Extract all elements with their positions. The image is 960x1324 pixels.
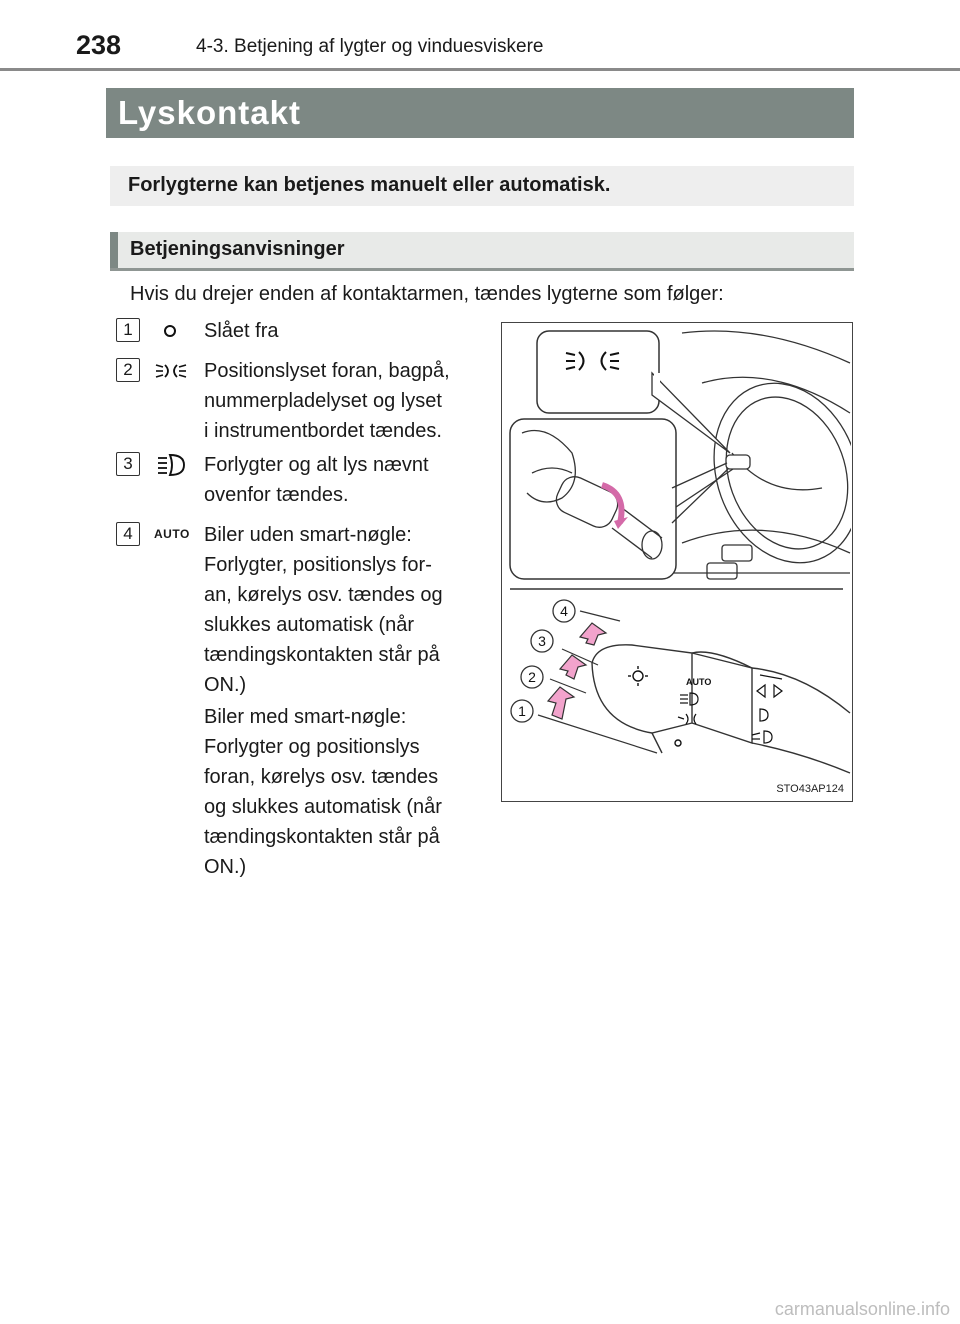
item-number-badge: 2 xyxy=(116,358,140,382)
callout-2: 2 xyxy=(528,669,536,685)
page-number: 238 xyxy=(76,30,122,60)
list-item-2 xyxy=(116,358,486,450)
subsection-bar xyxy=(110,232,854,271)
callout-3: 3 xyxy=(538,633,546,649)
light-switch-illustration xyxy=(501,322,853,802)
intro-text: Forlygterne kan betjenes manuelt eller automatisk. xyxy=(128,174,611,196)
auto-icon xyxy=(154,525,194,551)
list-item-1 xyxy=(116,318,486,350)
illustration-drawing xyxy=(502,323,851,800)
item-line: ovenfor tændes. xyxy=(204,484,349,506)
item-line: i instrumentbordet tændes. xyxy=(204,420,442,442)
item-line: Positionslyset foran, bagpå, xyxy=(204,360,450,382)
item-text xyxy=(204,702,482,882)
item-line: Forlygter og positionslys xyxy=(204,736,420,758)
item-line: ON.) xyxy=(204,856,247,878)
subsection-accent xyxy=(110,232,118,268)
item-number-badge: 4 xyxy=(116,522,140,546)
section-title-bar xyxy=(106,88,854,138)
watermark: carmanualsonline.info xyxy=(774,1299,950,1319)
item-line: Slået fra xyxy=(204,320,279,342)
callout-4: 4 xyxy=(560,603,568,619)
item-text xyxy=(204,520,482,700)
running-head: 4-3. Betjening af lygter og vinduesviskere xyxy=(196,36,544,57)
item-number-badge: 1 xyxy=(116,318,140,342)
headlight-icon xyxy=(154,452,194,478)
item-line: ON.) xyxy=(204,674,247,696)
header-rule xyxy=(0,68,960,71)
item-text xyxy=(204,316,482,346)
item-line: og slukkes automatisk (når xyxy=(204,796,442,818)
item-number-badge: 3 xyxy=(116,452,140,476)
item-line: Forlygter og alt lys nævnt xyxy=(204,454,429,476)
item-line: tændingskontakten står på xyxy=(204,644,440,666)
figure-code: STO43AP124 xyxy=(776,783,844,795)
section-title: Lyskontakt xyxy=(118,94,301,131)
item-text xyxy=(204,356,482,446)
subsection-title: Betjeningsanvisninger xyxy=(130,238,345,260)
item-line: an, kørelys osv. tændes og xyxy=(204,584,443,606)
item-line: tændingskontakten står på xyxy=(204,826,440,848)
item-line: Biler uden smart-nøgle: xyxy=(204,524,412,546)
item-line: Biler med smart-nøgle: xyxy=(204,706,407,728)
off-circle-icon xyxy=(154,318,194,344)
item-line: slukkes automatisk (når xyxy=(204,614,415,636)
item-line: foran, kørelys osv. tændes xyxy=(204,766,439,788)
position-light-icon xyxy=(154,358,194,384)
intro-box xyxy=(110,166,854,206)
callout-1: 1 xyxy=(518,703,526,719)
lead-text: Hvis du drejer enden af kontaktarmen, tændes lygterne som følger: xyxy=(130,283,724,305)
list-item-4-continuation xyxy=(116,704,486,886)
list-item-3 xyxy=(116,452,486,514)
item-line: Forlygter, positionslys for- xyxy=(204,554,432,576)
auto-icon-label: AUTO xyxy=(154,527,190,541)
list-item-4 xyxy=(116,522,486,704)
switch-auto-label: AUTO xyxy=(686,677,712,687)
item-line: nummerpladelyset og lyset xyxy=(204,390,442,412)
item-text xyxy=(204,450,482,510)
